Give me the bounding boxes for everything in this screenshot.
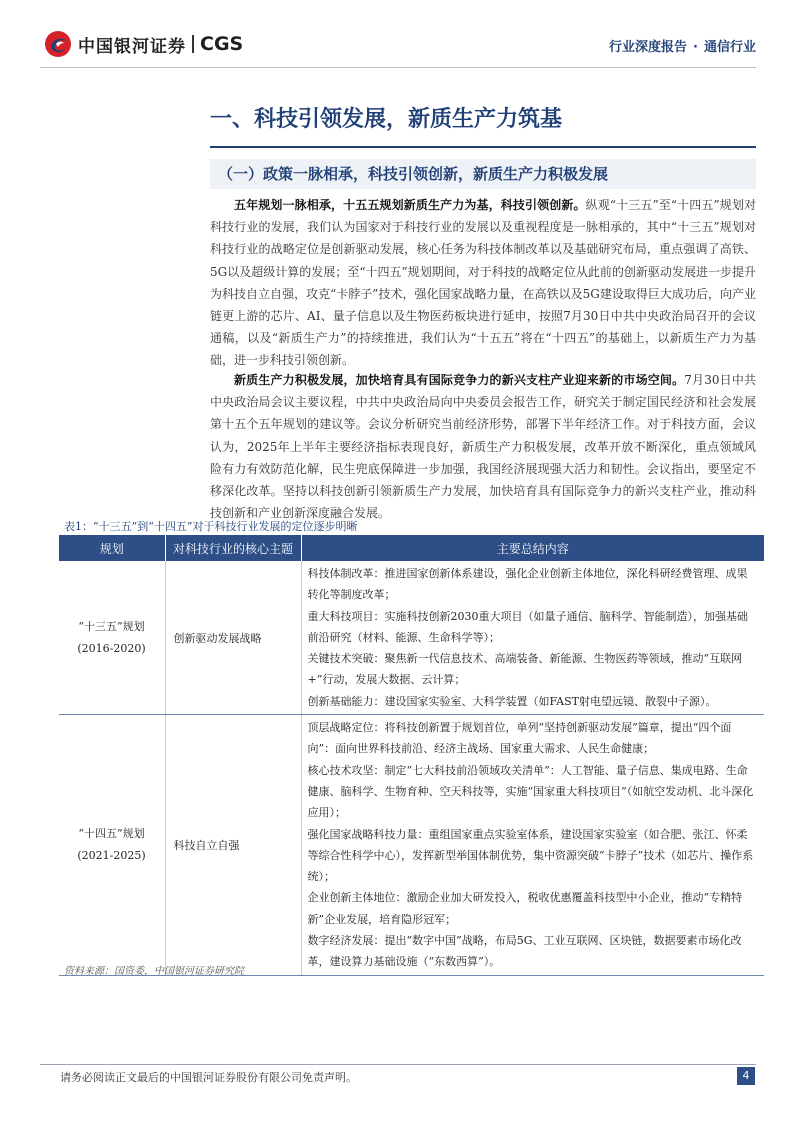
logo-separator — [192, 35, 194, 53]
plan-cell — [59, 715, 166, 976]
subsection-heading: （一）政策一脉相承，科技引领创新，新质生产力积极发展 — [210, 159, 756, 189]
summary-item: 创新基础能力：建设国家实验室、大科学装置（如FAST射电望远镜、散裂中子源）。 — [307, 694, 717, 708]
summary-item: 重大科技项目：实施科技创新2030重大项目（如量子通信、脑科学、智能制造），加强基础前沿研究（材料、能源、生命科学等）； — [307, 609, 748, 644]
plan-years: (2021-2025) — [77, 848, 146, 862]
summary-item: 数字经济发展：提出“数字中国”战略，布局5G、工业互联网、区块链，数据要素市场化改革，建设算力基础设施（“东数西算”）。 — [307, 934, 742, 969]
body-paragraph-2 — [210, 369, 756, 524]
table-row — [59, 715, 765, 976]
logo-english-name: CGS — [200, 33, 244, 55]
table-row — [59, 561, 765, 715]
column-header-plan: 规划 — [59, 535, 166, 561]
paragraph-lead: 五年规划一脉相承，十五五规划新质生产力为基，科技引领创新。 — [234, 198, 586, 212]
logo-chinese-name: 中国银河证券 — [78, 36, 186, 57]
summary-cell — [301, 561, 764, 715]
summary-cell — [301, 715, 764, 976]
table-header-row — [59, 535, 765, 561]
plan-cell — [59, 561, 166, 715]
summary-item: 企业创新主体地位：激励企业加大研发投入，税收优惠覆盖科技型中小企业，推动“专精特新”企业发展，培育隐形冠军； — [307, 891, 743, 926]
plan-name: “十四五”规划 — [78, 826, 145, 840]
body-paragraph-1 — [210, 194, 756, 372]
summary-item: 强化国家战略科技力量：重组国家重点实验室体系，建设国家实验室（如合肥、张江、怀柔等综合性科学中心），发挥新型举国体制优势，集中资源突破“卡脖子”技术（如芯片、操作系统）； — [307, 827, 754, 884]
column-header-theme: 对科技行业的核心主题 — [165, 535, 301, 561]
header-dot: · — [693, 40, 698, 55]
theme-cell: 创新驱动发展战略 — [165, 561, 301, 715]
summary-item: 科技体制改革：推进国家创新体系建设，强化企业创新主体地位，深化科研经费管理、成果转化等制度改革； — [307, 567, 748, 602]
plan-name: “十三五”规划 — [78, 619, 145, 633]
footer-disclaimer: 请务必阅读正文最后的中国银河证券股份有限公司免责声明。 — [60, 1071, 357, 1084]
section-heading-underline — [210, 146, 756, 148]
summary-item: 关键技术突破：聚焦新一代信息技术、高端装备、新能源、生物医药等领域，推动“互联网+”行动，发展大数据、云计算； — [307, 652, 743, 687]
industry-name: 通信行业 — [703, 40, 756, 55]
section-heading: 一、科技引领发展，新质生产力筑基 — [210, 106, 563, 132]
cgs-logo-icon — [44, 30, 72, 58]
header-divider — [40, 67, 756, 68]
plan-years: (2016-2020) — [77, 641, 146, 655]
report-category — [609, 36, 756, 55]
report-type: 行业深度报告 — [609, 40, 688, 55]
plan-comparison-table — [58, 535, 764, 976]
column-header-summary: 主要总结内容 — [301, 535, 764, 561]
footer-divider — [40, 1064, 756, 1065]
summary-item: 核心技术攻坚：制定“七大科技前沿领域攻关清单”：人工智能、量子信息、集成电路、生命健康、脑科学、生物育种、空天科技等，实施“国家重大科技项目”（如航空发动机、北斗深化应用）； — [307, 763, 754, 820]
paragraph-text: 7月30日中共中央政治局会议主要议程，中共中央政治局向中央委员会报告工作，研究关于制定国民经济和社会发展第十五个五年规划的建议等。会议分析研究当前经济形势，部署下半年经济工作。对于科技方面，会议认为，2025年上半年主要经济指标表现良好，新质生产力积极发展，改革开放不断深化，重点领域风险有力有效防范化解，民生兜底保障进一步加强，我国经济展现强大活力和韧性。会议指出，要坚定不移深化改革。坚持以科技创新引领新质生产力发展，加快培育具有国际竞争力的新兴支柱产业，推动科技创新和产业创新深度融合发展。 — [210, 373, 756, 521]
page-number: 4 — [737, 1067, 755, 1085]
table-caption: 表1：“十三五”到“十四五”对于科技行业发展的定位逐步明晰 — [64, 520, 358, 533]
page-header — [0, 0, 794, 90]
paragraph-text: 纵观“十三五”至“十四五”规划对科技行业的发展，我们认为国家对于科技行业的发展以及重视程度是一脉相承的，其中“十三五”规划对科技行业的战略定位是创新驱动发展，核心任务为科技体制改革以及基础研究布局，重点强调了高铁、5G以及超级计算的发展；至“十四五”规划期间，对于科技的战略定位从此前的创新驱动发展进一步提升为科技自立自强，攻克“卡脖子”技术，强化国家战略力量，在高铁以及5G建设取得巨大成功后，向产业链更上游的芯片、AI、量子信息以及生物医药板块进行延申，按照7月30日中共中央政治局召开的会议通稿，以及“新质生产力”的持续推进，我们认为“十五五”将在“十四五”的基础上，以新质生产力为基础，进一步科技引领创新。 — [210, 198, 756, 368]
summary-item: 顶层战略定位：将科技创新置于规划首位，单列“坚持创新驱动发展”篇章，提出“四个面向”：面向世界科技前沿、经济主战场、国家重大需求、人民生命健康； — [307, 721, 732, 756]
theme-cell: 科技自立自强 — [165, 715, 301, 976]
paragraph-lead: 新质生产力积极发展，加快培育具有国际竞争力的新兴支柱产业迎来新的市场空间。 — [234, 373, 685, 387]
company-logo — [44, 30, 243, 58]
table-source-note: 资料来源：国资委，中国银河证券研究院 — [64, 966, 244, 977]
